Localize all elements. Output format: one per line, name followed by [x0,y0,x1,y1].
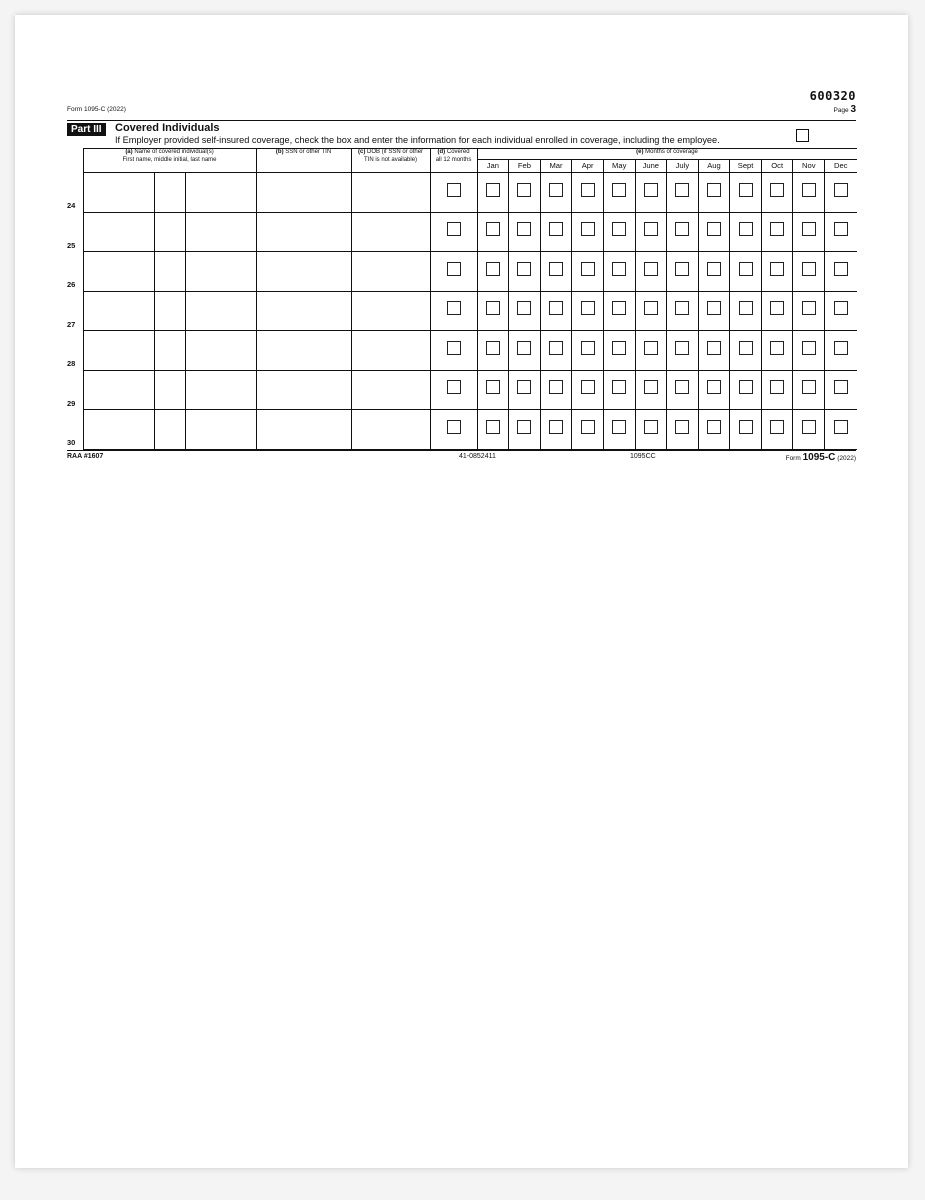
month-checkbox-feb[interactable] [517,301,531,315]
month-cell-july [667,410,699,450]
month-cell-sept [730,291,762,331]
month-checkbox-oct[interactable] [770,341,784,355]
month-cell-jan [477,173,509,213]
month-checkbox-july[interactable] [675,420,689,434]
month-checkbox-nov[interactable] [802,262,816,276]
first-name-field[interactable] [83,291,154,331]
month-cell-nov [793,410,825,450]
month-checkbox-feb[interactable] [517,420,531,434]
part-instruction: If Employer provided self-insured coverage, check the box and enter the information for each individual enrolled in coverage, including the employee. [115,135,720,145]
row-number [67,252,83,292]
month-cell-apr [572,252,604,292]
month-checkbox-sept[interactable] [739,380,753,394]
part-label: Part III [67,123,106,136]
dob-field[interactable] [351,212,430,252]
covered-individuals-rows [67,173,857,450]
table-row [67,252,857,292]
month-cell-july [667,331,699,371]
last-name-field[interactable] [185,370,256,410]
month-cell-nov [793,173,825,213]
month-checkbox-apr[interactable] [581,262,595,276]
month-cell-apr [572,291,604,331]
month-cell-jan [477,291,509,331]
month-checkbox-jan[interactable] [486,301,500,315]
month-checkbox-nov[interactable] [802,380,816,394]
month-cell-dec [825,370,857,410]
month-checkbox-july[interactable] [675,222,689,236]
ein-code: 41-0852411 [459,452,496,460]
month-checkbox-oct[interactable] [770,420,784,434]
month-checkbox-june[interactable] [644,420,658,434]
month-checkbox-oct[interactable] [770,183,784,197]
covered-individuals-table [67,148,857,450]
covered-all-12-months-checkbox[interactable] [447,420,461,434]
month-checkbox-jan[interactable] [486,380,500,394]
table-row [67,331,857,371]
row-number-label: 24 [67,201,76,210]
column-a-header: (a) Name of covered individual(s) First name, middle initial, last name [83,149,256,173]
first-name-field[interactable] [83,173,154,213]
dob-field[interactable] [351,410,430,450]
month-checkbox-mar[interactable] [549,341,563,355]
middle-initial-field[interactable] [154,331,185,371]
month-checkbox-dec[interactable] [834,222,848,236]
covered-all-12-months-checkbox[interactable] [447,183,461,197]
middle-initial-field[interactable] [154,370,185,410]
month-cell-dec [825,252,857,292]
month-cell-apr [572,410,604,450]
row-number-label: 25 [67,240,76,250]
month-checkbox-sept[interactable] [739,262,753,276]
month-cell-sept [730,252,762,292]
month-checkbox-nov[interactable] [802,420,816,434]
month-cell-sept [730,173,762,213]
ssn-field[interactable] [256,212,351,252]
month-cell-oct [761,410,793,450]
month-checkbox-apr[interactable] [581,420,595,434]
dob-field[interactable] [351,252,430,292]
month-cell-oct [761,291,793,331]
month-checkbox-may[interactable] [612,262,626,276]
last-name-field[interactable] [185,212,256,252]
month-cell-nov [793,370,825,410]
month-cell-june [635,173,667,213]
row-number [67,173,83,213]
month-checkbox-feb[interactable] [517,183,531,197]
covered-all-12-months-cell [430,212,477,252]
month-cell-aug [698,331,730,371]
covered-all-12-months-cell [430,252,477,292]
table-row [67,370,857,410]
row-number-label: 26 [67,280,76,289]
ocr-code: 600320 [809,89,856,103]
footer-form-name: Form 1095-C (2022) [785,451,856,463]
month-checkbox-may[interactable] [612,420,626,434]
month-cell-may [603,331,635,371]
month-cell-mar [540,331,572,371]
month-cell-aug [698,252,730,292]
month-cell-may [603,370,635,410]
month-checkbox-jan[interactable] [486,183,500,197]
middle-initial-field[interactable] [154,410,185,450]
month-checkbox-july[interactable] [675,262,689,276]
month-checkbox-sept[interactable] [739,301,753,315]
month-cell-jan [477,252,509,292]
form-footer [67,450,856,465]
row-number [67,291,83,331]
ssn-field[interactable] [256,370,351,410]
month-cell-apr [572,331,604,371]
last-name-field[interactable] [185,410,256,450]
month-checkbox-oct[interactable] [770,301,784,315]
first-name-field[interactable] [83,212,154,252]
middle-initial-field[interactable] [154,291,185,331]
month-checkbox-aug[interactable] [707,183,721,197]
form-1095c-part3 [67,87,856,465]
month-cell-jan [477,410,509,450]
month-cell-july [667,291,699,331]
raa-code: RAA #1607 [67,452,104,460]
month-cell-oct [761,370,793,410]
first-name-field[interactable] [83,370,154,410]
form-code: 1095CC [630,452,656,460]
month-cell-nov [793,212,825,252]
dob-field[interactable] [351,291,430,331]
month-checkbox-july[interactable] [675,341,689,355]
month-checkbox-apr[interactable] [581,380,595,394]
ssn-field[interactable] [256,331,351,371]
month-cell-mar [540,212,572,252]
month-header-nov: Nov [793,160,825,173]
month-cell-oct [761,173,793,213]
month-cell-june [635,252,667,292]
month-cell-nov [793,252,825,292]
column-b-header: (b) SSN or other TIN [256,149,351,173]
month-checkbox-sept[interactable] [739,183,753,197]
ssn-field[interactable] [256,252,351,292]
covered-all-12-months-checkbox[interactable] [447,380,461,394]
month-cell-sept [730,212,762,252]
middle-initial-field[interactable] [154,212,185,252]
month-checkbox-may[interactable] [612,183,626,197]
month-checkbox-aug[interactable] [707,222,721,236]
month-header-mar: Mar [540,160,572,173]
month-checkbox-nov[interactable] [802,341,816,355]
month-checkbox-dec[interactable] [834,420,848,434]
month-checkbox-july[interactable] [675,183,689,197]
month-cell-may [603,291,635,331]
month-checkbox-jan[interactable] [486,420,500,434]
month-cell-june [635,410,667,450]
month-cell-sept [730,370,762,410]
month-checkbox-sept[interactable] [739,222,753,236]
covered-all-12-months-cell [430,370,477,410]
month-header-sept: Sept [730,160,762,173]
month-checkbox-june[interactable] [644,183,658,197]
month-checkbox-mar[interactable] [549,222,563,236]
month-checkbox-june[interactable] [644,301,658,315]
dob-field[interactable] [351,173,430,213]
month-cell-oct [761,212,793,252]
month-cell-june [635,370,667,410]
month-checkbox-mar[interactable] [549,301,563,315]
row-number [67,331,83,371]
month-cell-july [667,212,699,252]
month-checkbox-june[interactable] [644,341,658,355]
row-number [67,212,83,252]
first-name-field[interactable] [83,252,154,292]
month-cell-june [635,331,667,371]
month-checkbox-aug[interactable] [707,341,721,355]
month-checkbox-mar[interactable] [549,262,563,276]
month-cell-feb [509,410,541,450]
month-checkbox-sept[interactable] [739,341,753,355]
month-header-june: June [635,160,667,173]
month-cell-dec [825,212,857,252]
month-checkbox-dec[interactable] [834,380,848,394]
month-checkbox-dec[interactable] [834,183,848,197]
first-name-field[interactable] [83,331,154,371]
last-name-field[interactable] [185,252,256,292]
month-cell-feb [509,370,541,410]
month-cell-dec [825,291,857,331]
month-cell-mar [540,370,572,410]
month-header-may: May [603,160,635,173]
month-checkbox-dec[interactable] [834,341,848,355]
month-cell-may [603,173,635,213]
month-header-jan: Jan [477,160,509,173]
covered-all-12-months-checkbox[interactable] [447,262,461,276]
first-name-field[interactable] [83,410,154,450]
month-cell-mar [540,252,572,292]
self-insured-checkbox[interactable] [796,129,809,142]
month-cell-dec [825,331,857,371]
month-checkbox-apr[interactable] [581,222,595,236]
month-cell-apr [572,173,604,213]
month-cell-apr [572,212,604,252]
month-checkbox-july[interactable] [675,380,689,394]
month-cell-feb [509,212,541,252]
last-name-field[interactable] [185,173,256,213]
covered-all-12-months-cell [430,410,477,450]
month-header-dec: Dec [825,160,857,173]
month-checkbox-june[interactable] [644,262,658,276]
month-checkbox-apr[interactable] [581,301,595,315]
row-number-label: 30 [67,438,76,447]
month-checkbox-aug[interactable] [707,301,721,315]
month-checkbox-dec[interactable] [834,301,848,315]
dob-field[interactable] [351,370,430,410]
row-number [67,410,83,450]
row-number-label: 28 [67,359,76,368]
month-checkbox-mar[interactable] [549,380,563,394]
row-number-header [67,149,83,173]
last-name-field[interactable] [185,291,256,331]
table-row [67,410,857,450]
month-cell-aug [698,370,730,410]
covered-all-12-months-checkbox[interactable] [447,222,461,236]
month-checkbox-oct[interactable] [770,222,784,236]
middle-initial-field[interactable] [154,252,185,292]
month-cell-aug [698,173,730,213]
month-cell-june [635,212,667,252]
month-cell-nov [793,291,825,331]
month-checkbox-jan[interactable] [486,262,500,276]
page-number: 3 [850,104,856,115]
month-cell-june [635,291,667,331]
month-cell-may [603,252,635,292]
column-e-header: (e) Months of coverage [477,149,856,160]
last-name-field[interactable] [185,331,256,371]
ssn-field[interactable] [256,173,351,213]
month-cell-nov [793,331,825,371]
month-checkbox-oct[interactable] [770,380,784,394]
month-cell-apr [572,370,604,410]
month-cell-may [603,212,635,252]
month-checkbox-dec[interactable] [834,262,848,276]
month-checkbox-feb[interactable] [517,222,531,236]
month-checkbox-july[interactable] [675,301,689,315]
month-checkbox-june[interactable] [644,222,658,236]
month-checkbox-may[interactable] [612,222,626,236]
page-indicator [833,104,856,115]
month-header-july: July [667,160,699,173]
month-cell-july [667,173,699,213]
month-checkbox-nov[interactable] [802,301,816,315]
month-checkbox-feb[interactable] [517,262,531,276]
ssn-field[interactable] [256,410,351,450]
month-checkbox-nov[interactable] [802,183,816,197]
row-number-label: 27 [67,319,76,329]
month-checkbox-may[interactable] [612,341,626,355]
month-cell-dec [825,410,857,450]
covered-all-12-months-cell [430,291,477,331]
month-cell-dec [825,173,857,213]
month-checkbox-mar[interactable] [549,183,563,197]
month-header-oct: Oct [761,160,793,173]
month-cell-oct [761,252,793,292]
month-cell-feb [509,291,541,331]
month-cell-feb [509,331,541,371]
covered-all-12-months-cell [430,331,477,371]
month-header-feb: Feb [509,160,541,173]
month-checkbox-jan[interactable] [486,341,500,355]
month-checkbox-may[interactable] [612,301,626,315]
month-cell-feb [509,252,541,292]
covered-all-12-months-checkbox[interactable] [447,301,461,315]
month-checkbox-june[interactable] [644,380,658,394]
month-cell-aug [698,291,730,331]
middle-initial-field[interactable] [154,173,185,213]
table-row [67,291,857,331]
month-checkbox-oct[interactable] [770,262,784,276]
ssn-field[interactable] [256,291,351,331]
month-checkbox-apr[interactable] [581,341,595,355]
month-header-aug: Aug [698,160,730,173]
part-title: Covered Individuals [115,122,220,134]
month-checkbox-aug[interactable] [707,380,721,394]
month-checkbox-nov[interactable] [802,222,816,236]
form-id: Form 1095-C (2022) [67,106,126,113]
month-checkbox-jan[interactable] [486,222,500,236]
page-label: Page [833,107,849,114]
month-checkbox-feb[interactable] [517,341,531,355]
month-checkbox-feb[interactable] [517,380,531,394]
month-checkbox-aug[interactable] [707,420,721,434]
month-cell-mar [540,410,572,450]
row-number [67,370,83,410]
form-top-line [67,87,856,120]
month-cell-oct [761,331,793,371]
column-c-header: (c) DOB (if SSN or other TIN is not available) [351,149,430,173]
month-cell-sept [730,331,762,371]
month-checkbox-sept[interactable] [739,420,753,434]
month-checkbox-mar[interactable] [549,420,563,434]
month-cell-aug [698,212,730,252]
month-cell-july [667,370,699,410]
month-checkbox-may[interactable] [612,380,626,394]
covered-all-12-months-checkbox[interactable] [447,341,461,355]
table-row [67,212,857,252]
month-cell-jan [477,370,509,410]
month-cell-feb [509,173,541,213]
month-header-apr: Apr [572,160,604,173]
month-checkbox-apr[interactable] [581,183,595,197]
month-checkbox-aug[interactable] [707,262,721,276]
part-header [67,120,856,148]
month-cell-aug [698,410,730,450]
month-cell-sept [730,410,762,450]
month-cell-july [667,252,699,292]
covered-all-12-months-cell [430,173,477,213]
form-page [15,15,908,1168]
month-cell-jan [477,331,509,371]
month-cell-jan [477,212,509,252]
dob-field[interactable] [351,331,430,371]
month-cell-mar [540,173,572,213]
table-row [67,173,857,213]
month-cell-may [603,410,635,450]
month-cell-mar [540,291,572,331]
row-number-label: 29 [67,398,76,408]
column-d-header: (d) Covered all 12 months [430,149,477,173]
